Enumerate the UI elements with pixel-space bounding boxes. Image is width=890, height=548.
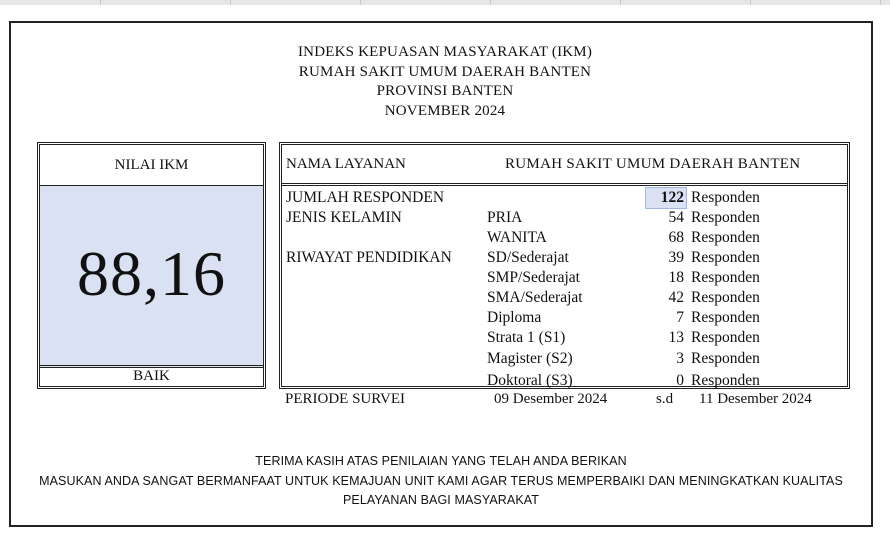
gridline-tick xyxy=(230,0,231,5)
ikm-value-cell[interactable] xyxy=(40,186,263,368)
header-province: PROVINSI BANTEN xyxy=(376,83,514,99)
footer-line: TERIMA KASIH ATAS PENILAIAN YANG TELAH ANDA BERIKAN xyxy=(255,454,627,468)
gridline-tick xyxy=(880,0,881,5)
respondent-row xyxy=(282,208,847,228)
gridline-tick xyxy=(360,0,361,5)
ikm-value: 88,16 xyxy=(77,238,226,309)
row-unit: Responden xyxy=(691,289,760,306)
respondent-row xyxy=(282,371,847,391)
gridline-tick xyxy=(100,0,101,5)
row-unit: Responden xyxy=(691,329,760,346)
ikm-category: BAIK xyxy=(40,365,263,386)
row-count[interactable]: 3 xyxy=(676,350,684,367)
ikm-score-box xyxy=(37,142,266,389)
respondent-row xyxy=(282,248,847,268)
header-period: NOVEMBER 2024 xyxy=(384,102,506,119)
respondent-info-box xyxy=(279,142,850,389)
row-item-label: PRIA xyxy=(487,209,523,226)
row-item-label: WANITA xyxy=(487,229,547,246)
header-title: INDEKS KEPUASAN MASYARAKAT (IKM) xyxy=(297,44,593,60)
row-count[interactable]: 54 xyxy=(668,209,684,226)
gridline-tick xyxy=(620,0,621,5)
row-unit: Responden xyxy=(691,249,760,266)
row-item-label: Magister (S2) xyxy=(487,350,573,367)
divider xyxy=(282,185,847,186)
service-name: RUMAH SAKIT UMUM DAERAH BANTEN xyxy=(505,156,801,172)
info-header xyxy=(282,145,847,184)
footer-message xyxy=(9,452,873,511)
respondent-row xyxy=(282,308,847,328)
header-hospital: RUMAH SAKIT UMUM DAERAH BANTEN xyxy=(298,63,592,80)
ikm-title: NILAI IKM xyxy=(40,145,263,186)
row-count[interactable]: 39 xyxy=(668,249,684,266)
row-group-label: JENIS KELAMIN xyxy=(286,209,402,226)
footer-line: MASUKAN ANDA SANGAT BERMANFAAT UNTUK KEMAJUAN UNIT KAMI AGAR TERUS MEMPERBAIKI DAN MENINGKATKAN KUALITAS xyxy=(39,473,843,488)
gridline-tick xyxy=(750,0,751,5)
service-label: NAMA LAYANAN xyxy=(286,156,406,172)
row-item-label: Strata 1 (S1) xyxy=(487,329,566,346)
gridline-tick xyxy=(490,0,491,5)
row-unit: Responden xyxy=(691,269,760,286)
spreadsheet-gridline xyxy=(0,0,890,5)
row-count[interactable]: 18 xyxy=(668,269,684,286)
respondent-row xyxy=(282,228,847,248)
row-unit: Responden xyxy=(691,189,760,206)
row-group-label: RIWAYAT PENDIDIKAN xyxy=(286,249,452,266)
row-unit: Responden xyxy=(691,372,760,389)
row-item-label: Diploma xyxy=(487,309,542,326)
period-end: 11 Desember 2024 xyxy=(699,391,812,407)
row-group-label: JUMLAH RESPONDEN xyxy=(286,189,445,206)
row-item-label: SMA/Sederajat xyxy=(487,289,583,306)
row-item-label: SD/Sederajat xyxy=(487,249,569,266)
row-unit: Responden xyxy=(691,209,760,226)
period-separator: s.d xyxy=(656,391,674,407)
row-count[interactable]: 7 xyxy=(676,309,684,326)
row-count[interactable]: 122 xyxy=(646,188,686,208)
row-count[interactable]: 13 xyxy=(668,329,684,346)
respondent-row xyxy=(282,188,847,208)
respondent-row xyxy=(282,288,847,308)
row-item-label: SMP/Sederajat xyxy=(487,269,580,286)
period-label: PERIODE SURVEI xyxy=(285,391,406,407)
row-unit: Responden xyxy=(691,229,760,246)
row-count[interactable]: 68 xyxy=(668,229,684,246)
period-start: 09 Desember 2024 xyxy=(494,391,608,407)
respondent-row xyxy=(282,328,847,348)
row-count[interactable]: 0 xyxy=(676,372,684,389)
footer-line: PELAYANAN BAGI MASYARAKAT xyxy=(342,493,540,507)
respondent-row xyxy=(282,349,847,369)
row-unit: Responden xyxy=(691,350,760,367)
row-unit: Responden xyxy=(691,309,760,326)
report-header xyxy=(0,43,890,121)
row-item-label: Doktoral (S3) xyxy=(487,372,573,389)
respondent-row xyxy=(282,268,847,288)
row-count[interactable]: 42 xyxy=(668,289,684,306)
survey-period xyxy=(0,389,890,409)
